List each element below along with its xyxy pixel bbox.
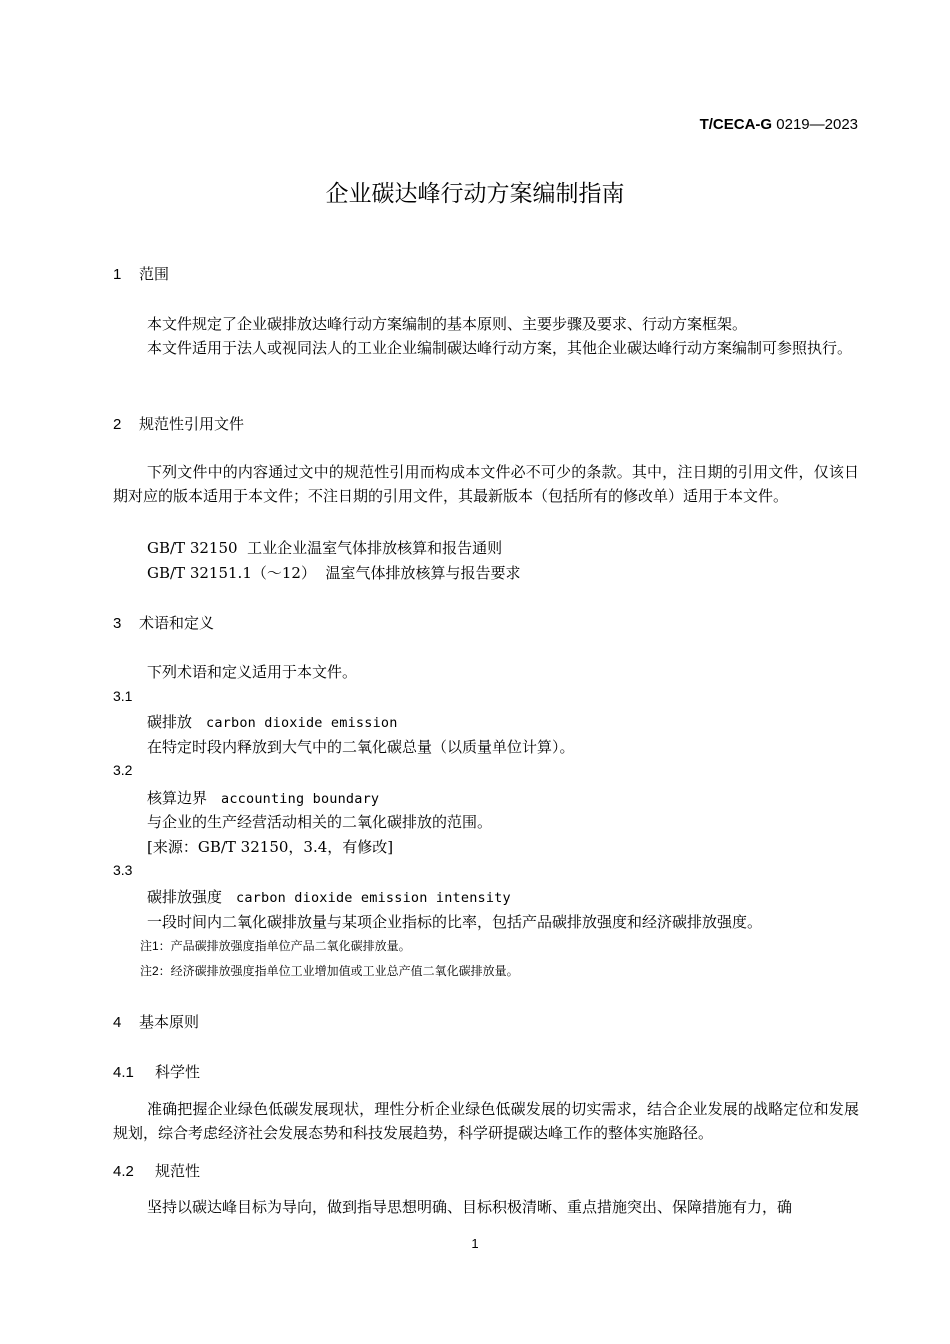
term-definition: 在特定时段内释放到大气中的二氧化碳总量（以质量单位计算）。	[147, 738, 575, 756]
section-title: 基本原则	[139, 1014, 200, 1031]
term-entry	[147, 886, 511, 907]
term-number: 3.3	[113, 862, 133, 878]
section-1-heading	[113, 263, 169, 284]
document-title: 企业碳达峰行动方案编制指南	[325, 180, 625, 206]
document-code	[700, 116, 858, 133]
term-chinese: 碳排放强度	[147, 889, 223, 906]
term-source: [来源：GB/T 32150，3.4，有修改]	[147, 838, 394, 856]
normative-reference: GB/T 32150 工业企业温室气体排放核算和报告通则	[147, 539, 503, 557]
term-definition: 一段时间内二氧化碳排放量与某项企业指标的比率，包括产品碳排放强度和经济碳排放强度。	[147, 913, 763, 931]
section-title: 规范性引用文件	[139, 416, 245, 433]
term-chinese: 核算边界	[147, 790, 208, 807]
term-english: carbon dioxide emission intensity	[236, 890, 511, 906]
subsection-4-2-paragraph: 坚持以碳达峰目标为导向，做到指导思想明确、目标积极清晰、重点措施突出、保障措施有力，确	[147, 1198, 793, 1216]
section-number: 1	[113, 266, 122, 283]
term-english: carbon dioxide emission	[206, 715, 398, 731]
section-1-paragraph-2: 本文件适用于法人或视同法人的工业企业编制碳达峰行动方案，其他企业碳达峰行动方案编制可参照执行。	[147, 339, 853, 357]
subsection-4-1-paragraph: 准确把握企业绿色低碳发展现状，理性分析企业绿色低碳发展的切实需求，结合企业发展的战略定位和发展规划，综合考虑经济社会发展态势和科技发展趋势，科学研提碳达峰工作的整体实施路径。	[113, 1100, 859, 1142]
section-3-intro: 下列术语和定义适用于本文件。	[147, 663, 358, 681]
page-number: 1	[471, 1236, 479, 1251]
term-note: 注1：产品碳排放强度指单位产品二氧化碳排放量。	[140, 939, 411, 953]
document-code-prefix: T/CECA-G	[699, 116, 773, 133]
term-number: 3.1	[113, 688, 133, 704]
section-4-heading	[113, 1011, 199, 1032]
subsection-number: 4.2	[113, 1163, 134, 1180]
section-number: 3	[113, 615, 122, 632]
section-title: 术语和定义	[139, 615, 215, 632]
subsection-4-1-heading	[113, 1061, 200, 1082]
section-2-heading	[113, 413, 244, 434]
term-entry	[147, 787, 379, 808]
term-chinese: 碳排放	[147, 714, 193, 731]
section-1-paragraph-1: 本文件规定了企业碳排放达峰行动方案编制的基本原则、主要步骤及要求、行动方案框架。	[147, 315, 748, 333]
section-number: 2	[113, 416, 122, 433]
document-code-number: 0219—2023	[772, 116, 858, 133]
subsection-title: 科学性	[155, 1064, 201, 1081]
subsection-number: 4.1	[113, 1064, 134, 1081]
normative-reference: GB/T 32151.1（～12） 温室气体排放核算与报告要求	[147, 564, 521, 582]
term-english: accounting boundary	[221, 791, 380, 807]
subsection-title: 规范性	[155, 1163, 201, 1180]
term-definition: 与企业的生产经营活动相关的二氧化碳排放的范围。	[147, 813, 493, 831]
section-title: 范围	[139, 266, 170, 283]
term-note: 注2：经济碳排放强度指单位工业增加值或工业总产值二氧化碳排放量。	[140, 964, 519, 978]
section-3-heading	[113, 612, 214, 633]
section-number: 4	[113, 1014, 122, 1031]
section-2-paragraph: 下列文件中的内容通过文中的规范性引用而构成本文件必不可少的条款。其中，注日期的引用文件，仅该日期对应的版本适用于本文件；不注日期的引用文件，其最新版本（包括所有的修改单）适用于本文件。	[113, 463, 859, 505]
subsection-4-2-heading	[113, 1160, 200, 1181]
term-entry	[147, 711, 398, 732]
term-number: 3.2	[113, 762, 133, 778]
